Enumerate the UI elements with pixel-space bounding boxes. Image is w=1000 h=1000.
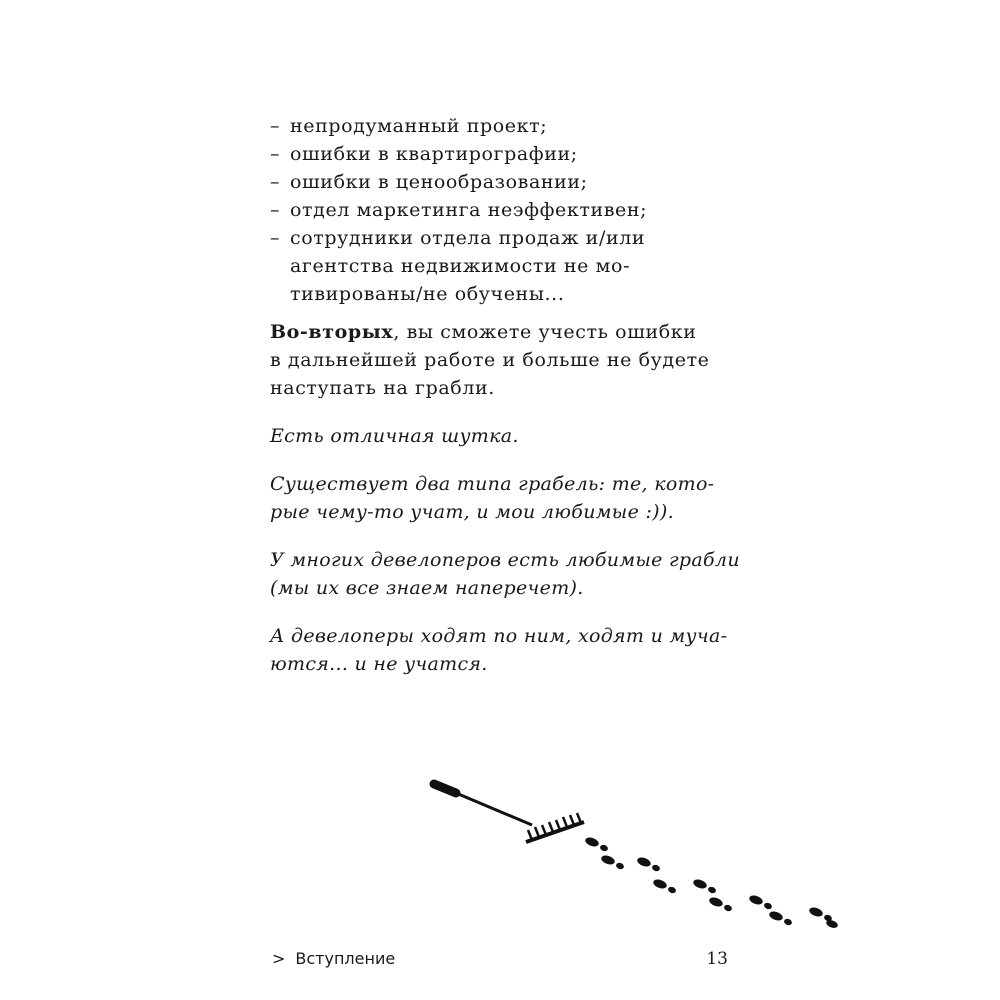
rake-with-footprints-icon	[420, 760, 850, 930]
list-item	[270, 112, 732, 140]
rake-handle	[456, 793, 532, 825]
rake-head	[526, 822, 584, 842]
page-body	[270, 112, 740, 698]
list-item	[270, 196, 732, 224]
italic-text: ются... и не учатся.	[270, 653, 488, 675]
paragraph-text: , вы сможете учесть ошибки	[393, 321, 697, 343]
footprints	[584, 836, 839, 929]
bold-lead-word: Во-вторых	[270, 321, 394, 343]
italic-text: А девелоперы ходят по ним, ходят и муча-	[270, 625, 728, 647]
list-item	[270, 168, 732, 196]
italic-text: Есть отличная шутка.	[270, 425, 519, 447]
italic-paragraph	[270, 622, 732, 678]
list-item-text: тивированы/не обучены...	[290, 283, 565, 305]
list-item-text: ошибки в квартирографии;	[290, 143, 578, 165]
italic-text: (мы их все знаем наперечет).	[270, 577, 584, 599]
chevron-right-icon: >	[272, 949, 286, 968]
section-title: Вступление	[295, 949, 396, 968]
list-item	[270, 140, 732, 168]
list-item-text: сотрудники отдела продаж и/или	[290, 227, 646, 249]
italic-text: рые чему-то учат, и мои любимые :)).	[270, 501, 674, 523]
paragraph-text: наступать на грабли.	[270, 377, 495, 399]
section-link[interactable]	[272, 949, 395, 969]
page-number: 13	[706, 949, 728, 969]
list-item-text: ошибки в ценообразовании;	[290, 171, 588, 193]
italic-paragraph	[270, 470, 732, 526]
list-dash: –	[270, 199, 281, 221]
italic-paragraph	[270, 422, 732, 450]
italic-text: Существует два типа грабель: те, кото-	[270, 473, 715, 495]
list-dash: –	[270, 143, 281, 165]
list-item	[270, 224, 732, 308]
list-item-text: агентства недвижимости не мо-	[290, 255, 631, 277]
list-item-text: отдел маркетинга неэффективен;	[290, 199, 648, 221]
paragraph-secondly	[270, 318, 732, 402]
list-dash: –	[270, 227, 281, 249]
list-item-text: непродуманный проект;	[290, 115, 548, 137]
paragraph-text: в дальнейшей работе и больше не будете	[270, 349, 710, 371]
list-dash: –	[270, 171, 281, 193]
italic-paragraph	[270, 546, 740, 602]
problem-list	[270, 112, 732, 308]
italic-text: У многих девелоперов есть любимые грабли	[270, 549, 740, 571]
list-dash: –	[270, 115, 281, 137]
rake-handle-grip	[434, 784, 456, 793]
